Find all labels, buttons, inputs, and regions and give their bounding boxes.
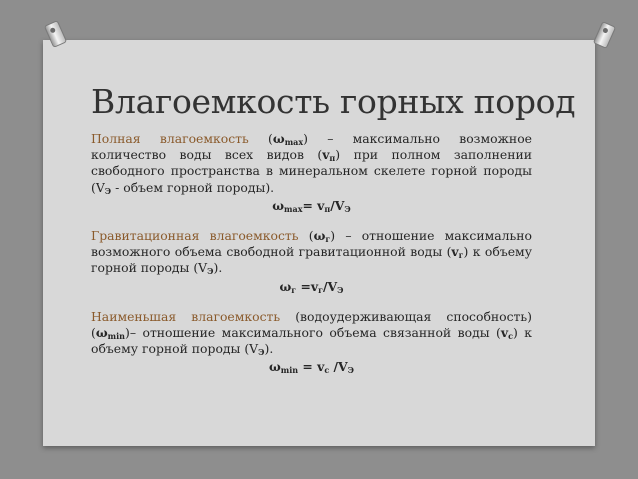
slide-body	[91, 131, 532, 376]
formula-min-capacity: $\omega_{min} = v_с$ $/V_Э$	[268, 359, 355, 376]
spacer	[91, 214, 532, 228]
formula-gravity-capacity: $\omega_г =v_г/V_Э$	[279, 278, 344, 295]
formula-full-capacity: $\omega_{max}= v_п/V_Э$	[272, 197, 351, 214]
spacer	[91, 295, 532, 309]
paragraph-full-capacity: Полная влагоемкость $(\omega_{max})$ – максимально возможное количество воды всех видов $(v_п)$ при полном заполнении свободного пространства в минеральном скелете горной породы ($V_Э$ - объем горной породы).	[91, 131, 532, 196]
paragraph-min-capacity: Наименьшая влагоемкость (водоудерживающая способность) $(\omega_{min})-$ отношение максимального объема связанной воды $(v_с)$ к объему горной породы $(V_Э)$.	[91, 308, 532, 358]
term-gravity-capacity: Гравитационная влагоемкость	[91, 228, 299, 244]
term-min-capacity: Наименьшая влагоемкость	[91, 308, 281, 324]
paragraph-gravity-capacity: Гравитационная влагоемкость $(\omega_г)$ – отношение максимально возможного объема свободной гравитационной воды $(v_г)$ к объему горной породы $(V_Э)$.	[91, 228, 532, 277]
term-full-capacity: Полная влагоемкость	[91, 131, 249, 146]
slide-title: Влагоемкость горных пород	[91, 82, 576, 121]
